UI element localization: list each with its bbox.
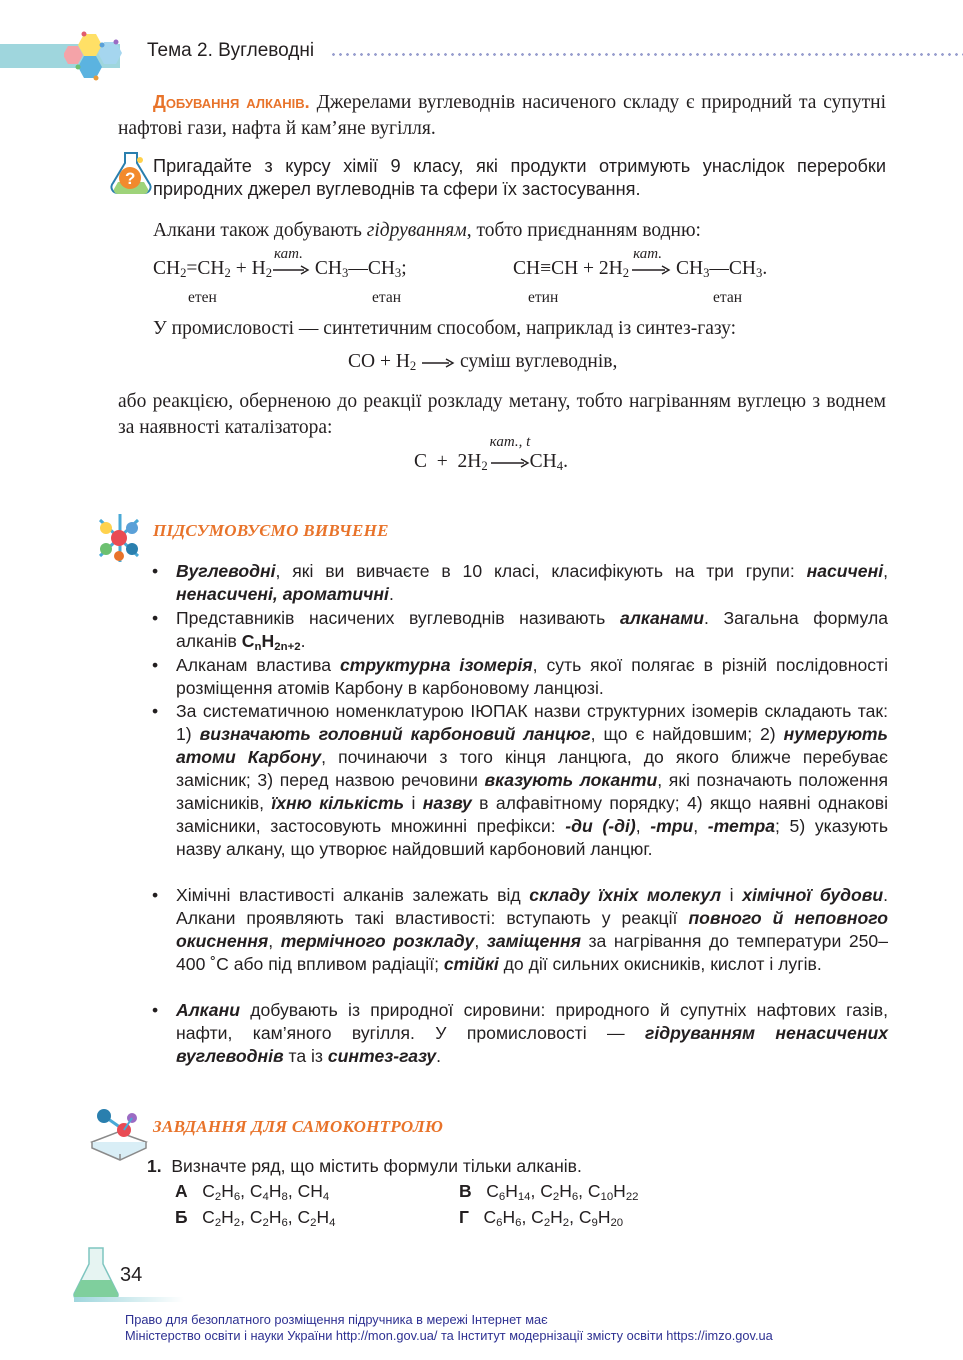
summary-bullet-3: • Алканам властива структурна ізомерія, суть якої полягає в різній послідовності розміщення атомів Карбону в карбоновому ланцюзі. — [152, 655, 888, 698]
svg-text:?: ? — [125, 169, 136, 188]
reaction-methane: $C + 2H_2$ кат., t $CH_4$. — [414, 434, 568, 473]
hydrogenation-before: Алкани також добувають — [153, 220, 367, 241]
intro-paragraph — [118, 89, 886, 142]
question-number: 1. — [147, 1156, 162, 1176]
arrow-icon — [421, 357, 455, 369]
arrow-icon — [488, 457, 530, 469]
summary-bullet-5: • Хімічні властивості алканів залежать від складу їхніх молекул і хімічної будови. Алкани проявляють такі властивості: вступають у реакції повного й неповного окиснення, термічного розкладу, заміщення за нагрівання до температури 250–400 ˚С або під впливом радіації; стійкі до дії сильних окисників, кислот і лугів. — [152, 885, 888, 974]
summary-title: ПІДСУМОВУЄМО ВИВЧЕНЕ — [153, 521, 389, 540]
catalyst-temp-label: кат., t — [489, 434, 531, 450]
arrow-icon — [629, 264, 671, 276]
question-1 — [147, 1156, 582, 1177]
selfcheck-title: ЗАВДАННЯ ДЛЯ САМОКОНТРОЛЮ — [153, 1117, 444, 1136]
question-text: Визначте ряд, що містить формули тільки алканів. — [171, 1156, 582, 1176]
header-dotted-line — [330, 53, 963, 56]
hydrogenation-after: , тобто приєднанням водню: — [466, 220, 701, 241]
option-g: Г $C_6H_6$, $C_2H_2$, $C_9H_{20}$ — [459, 1207, 624, 1229]
intro-heading: Добування алканів. — [153, 92, 310, 112]
reaction-ethene: $CH_2=CH_2 + H_2$ кат. $CH_3—CH_3$; — [153, 246, 407, 280]
question-flask-icon — [110, 150, 152, 198]
label-ethane-1: етан — [372, 289, 402, 306]
methane-paragraph: або реакцією, оберненою до реакції розкладу метану, тобто нагріванням вуглецю з воднем за наявності каталізатора: — [118, 391, 886, 438]
catalyst-label-2: кат. — [633, 246, 663, 262]
industry-line: У промисловості — синтетичним способом, наприклад із синтез-газу: — [153, 318, 737, 339]
reaction-ethyne: $CH\equiv CH + 2H_2$ кат. $CH_3—CH_3$. — [513, 246, 768, 280]
header-hexagon-logo — [64, 28, 126, 86]
footer-line-2: Міністерство освіти і науки України http://mon.gov.ua/ та Інститут модернізації змісту освіти https://imzo.gov.ua — [125, 1328, 773, 1343]
summary-bullet-2: • Представників насичених вуглеводнів називають алканами. Загальна формула алканів $C_nH_{2n+2}$. — [152, 608, 889, 653]
footer-notice — [125, 1312, 773, 1344]
option-b: Б $C_2H_2$, $C_2H_6$, $C_2H_4$ — [175, 1207, 336, 1229]
flask-icon — [72, 1246, 120, 1302]
syngas-result: суміш вуглеводнів, — [460, 351, 618, 372]
molecule-icon — [92, 512, 148, 564]
recall-text: Пригадайте з курсу хімії 9 класу, які продукти отримують унаслідок переробки природних джерел вуглеводнів та сфери їх застосування. — [153, 156, 886, 199]
reaction-syngas: CO + $H_2$ суміш вуглеводнів, — [348, 351, 618, 373]
page-number-bar — [74, 1297, 184, 1302]
option-v: В $C_6H_{14}$, $C_2H_6$, $C_{10}H_{22}$ — [459, 1181, 639, 1203]
footer-line-1: Право для безоплатного розміщення підручника в мережі Інтернет має — [125, 1312, 548, 1327]
intro-text: Джерелами вуглеводнів насиченого складу є природний та супутні нафтові гази, нафта й кам’яне вугілля. — [118, 92, 886, 139]
summary-bullet-6: • Алкани добувають із природної сировини: природного й супутніх нафтових газів, нафти, кам’яного вугілля. У промисловості — гідруванням ненасичених вуглеводнів та із синтез-газу. — [152, 1000, 888, 1066]
hydrogenation-line — [153, 218, 701, 244]
book-molecule-icon — [88, 1104, 150, 1162]
hydrogenation-term: гідруванням — [366, 220, 467, 241]
chapter-title: Тема 2. Вуглеводні — [147, 40, 315, 61]
label-ethene: етен — [188, 289, 217, 306]
page-number: 34 — [120, 1264, 143, 1286]
summary-bullet-4: • За систематичною номенклатурою ІЮПАК назви структурних ізомерів складають так: 1) визначають головний карбоновий ланцюг, що є найдовшим; 2) нумерують атоми Карбону, починаючи з того кінця ланцюга, до якого ближче перебуває замісник; 3) перед назвою речовини вказують локанти, які позначають положення замісників, їхню кількість і назву в алфавітному порядку; 4) якщо наявні однакові замісники, застосовують множинні префікси: -ди (-ді), -три, -тетра; 5) указують назву алкану, що утворює найдовший карбоновий ланцюг. — [152, 701, 889, 859]
catalyst-label: кат. — [274, 246, 303, 262]
label-ethane-2: етан — [713, 289, 743, 306]
option-a: А $C_2H_6$, $C_4H_8$, $CH_4$ — [175, 1181, 330, 1203]
label-ethyne: етин — [528, 289, 559, 306]
summary-bullet-1: • Вуглеводні, які ви вивчаєте в 10 класі, класифікують на три групи: насичені, ненасичені, ароматичні. — [152, 561, 888, 604]
arrow-icon — [272, 264, 310, 276]
